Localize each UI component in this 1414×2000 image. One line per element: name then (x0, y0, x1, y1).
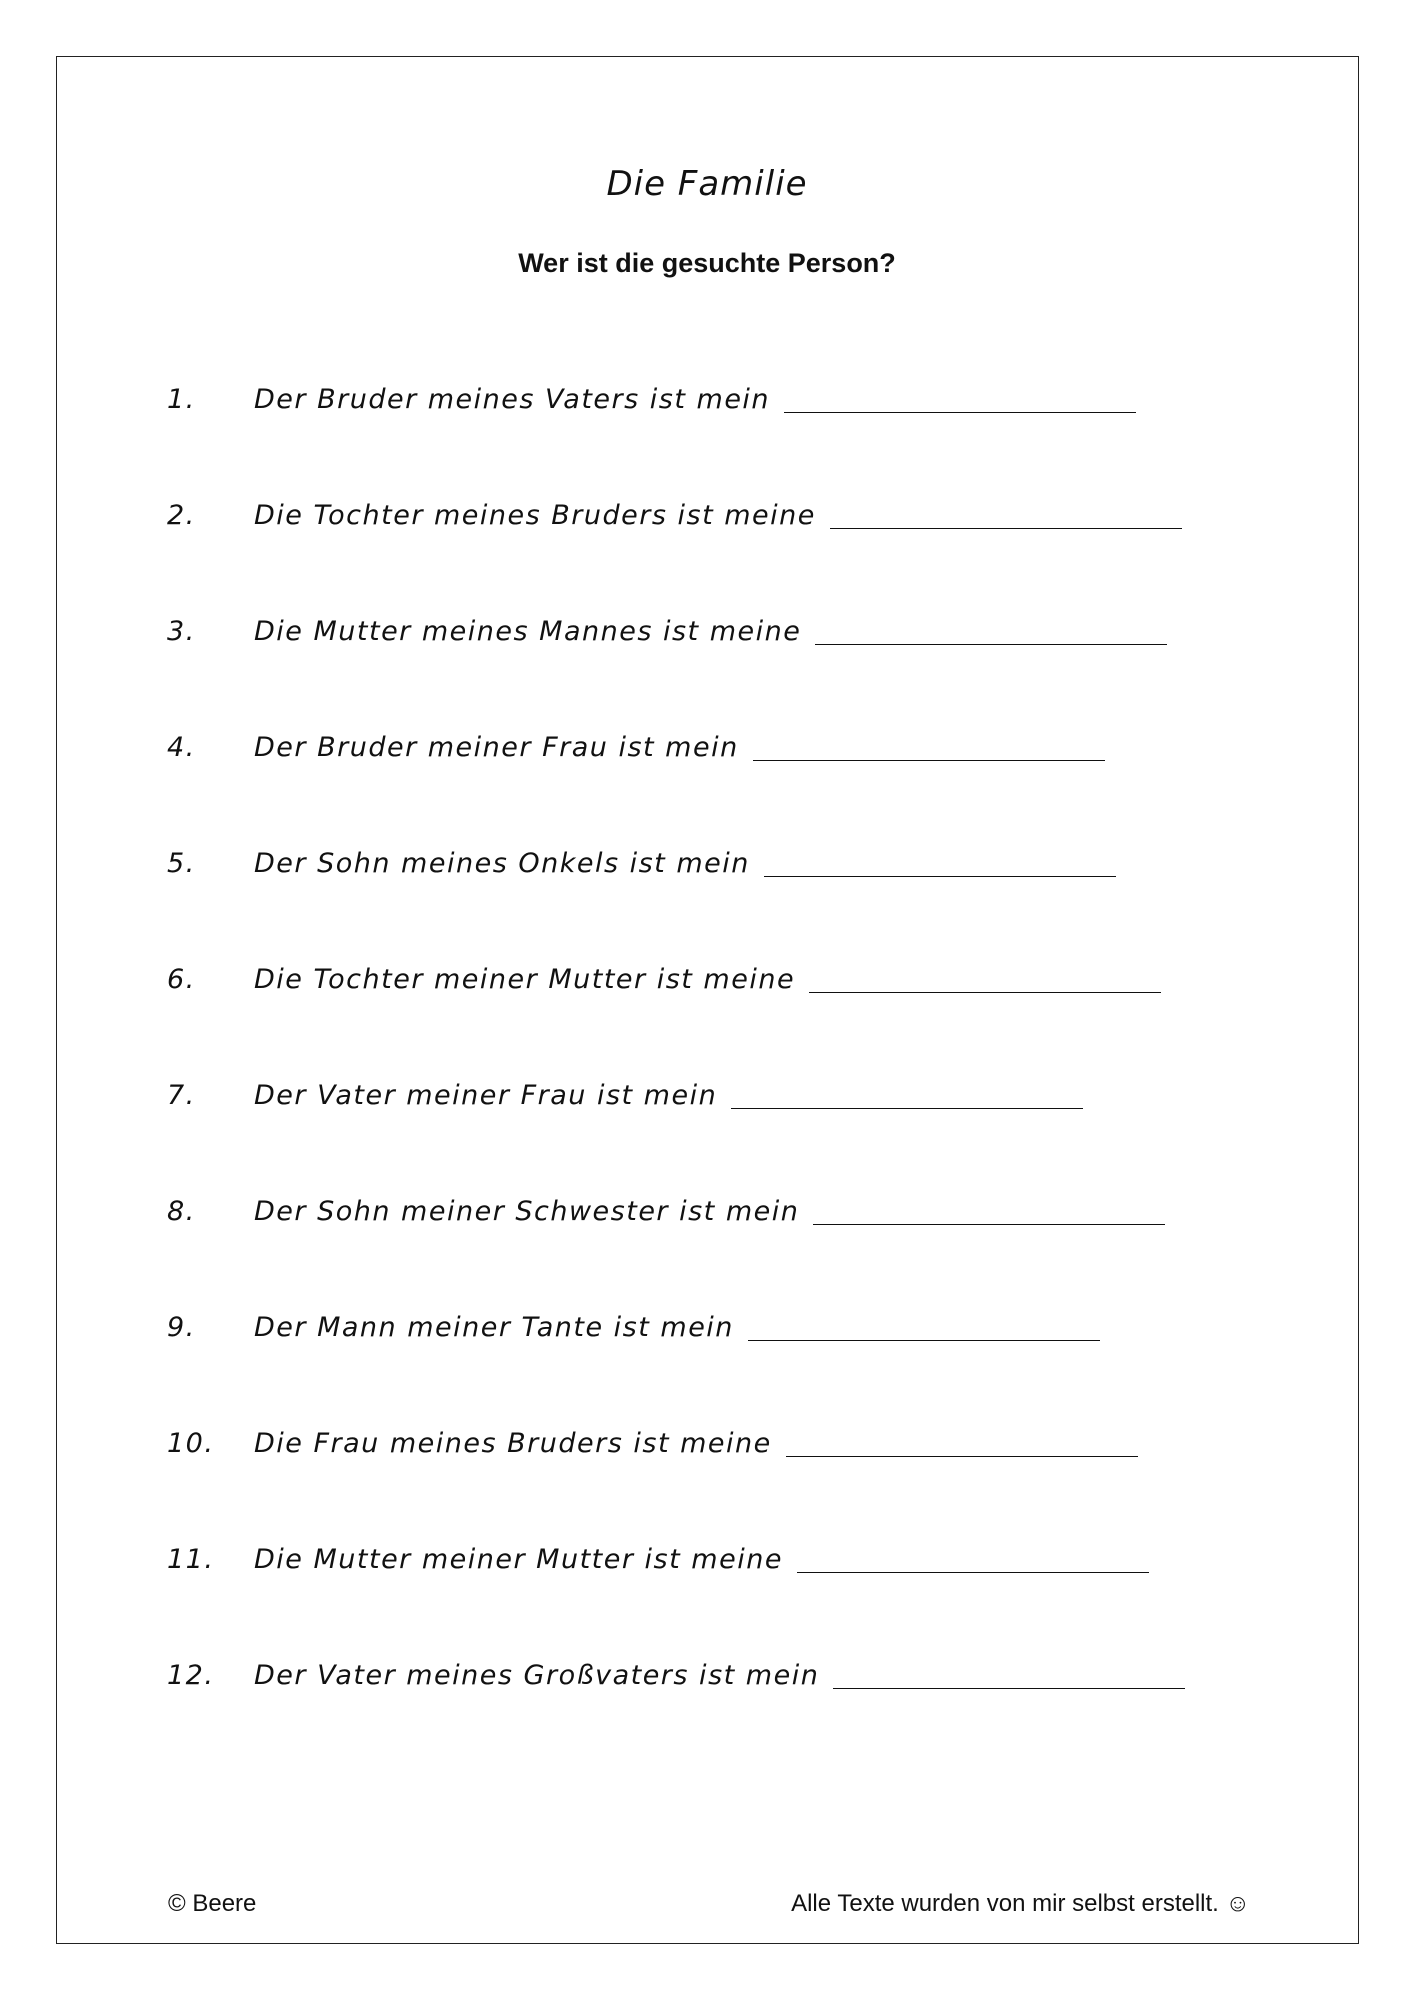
question-number: 6. (167, 964, 196, 995)
answer-blank[interactable] (813, 1196, 1165, 1225)
answer-blank[interactable] (830, 500, 1182, 529)
answer-blank[interactable] (784, 384, 1136, 413)
answer-blank[interactable] (748, 1312, 1100, 1341)
answer-blank[interactable] (753, 732, 1105, 761)
question-item (167, 848, 1247, 964)
question-item (167, 1544, 1247, 1660)
question-text: Die Frau meines Bruders ist meine (254, 1428, 772, 1459)
question-list (167, 384, 1247, 1776)
question-text: Der Sohn meiner Schwester ist mein (254, 1196, 800, 1227)
question-text: Der Sohn meines Onkels ist mein (254, 848, 750, 879)
question-item (167, 1312, 1247, 1428)
question-number: 7. (167, 1080, 196, 1111)
question-item (167, 732, 1247, 848)
answer-blank[interactable] (809, 964, 1161, 993)
answer-blank[interactable] (731, 1080, 1083, 1109)
question-item (167, 1660, 1247, 1776)
question-item (167, 1196, 1247, 1312)
question-text: Der Vater meiner Frau ist mein (254, 1080, 718, 1111)
answer-blank[interactable] (797, 1544, 1149, 1573)
answer-blank[interactable] (833, 1660, 1185, 1689)
footer-note: Alle Texte wurden von mir selbst erstellt. ☺ (791, 1890, 1250, 1917)
question-number: 5. (167, 848, 196, 879)
question-number: 12. (167, 1660, 215, 1691)
question-text: Die Mutter meiner Mutter ist meine (254, 1544, 783, 1575)
question-item (167, 964, 1247, 1080)
question-item (167, 616, 1247, 732)
question-text: Der Bruder meines Vaters ist mein (254, 384, 771, 415)
worksheet-subtitle: Wer ist die gesuchte Person? (518, 248, 896, 278)
footer-copyright: © Beere (168, 1890, 257, 1917)
question-number: 2. (167, 500, 196, 531)
question-number: 11. (167, 1544, 215, 1575)
question-item (167, 1428, 1247, 1544)
question-item (167, 500, 1247, 616)
question-text: Der Vater meines Großvaters ist mein (254, 1660, 820, 1691)
question-number: 3. (167, 616, 196, 647)
question-number: 4. (167, 732, 196, 763)
question-item (167, 1080, 1247, 1196)
worksheet-title: Die Familie (606, 164, 808, 204)
answer-blank[interactable] (786, 1428, 1138, 1457)
question-number: 8. (167, 1196, 196, 1227)
question-number: 1. (167, 384, 196, 415)
question-text: Der Bruder meiner Frau ist mein (254, 732, 739, 763)
answer-blank[interactable] (764, 848, 1116, 877)
question-text: Die Mutter meines Mannes ist meine (254, 616, 802, 647)
answer-blank[interactable] (815, 616, 1167, 645)
question-number: 9. (167, 1312, 196, 1343)
question-number: 10. (167, 1428, 215, 1459)
question-text: Die Tochter meiner Mutter ist meine (254, 964, 796, 995)
question-text: Der Mann meiner Tante ist mein (254, 1312, 734, 1343)
question-item (167, 384, 1247, 500)
question-text: Die Tochter meines Bruders ist meine (254, 500, 816, 531)
